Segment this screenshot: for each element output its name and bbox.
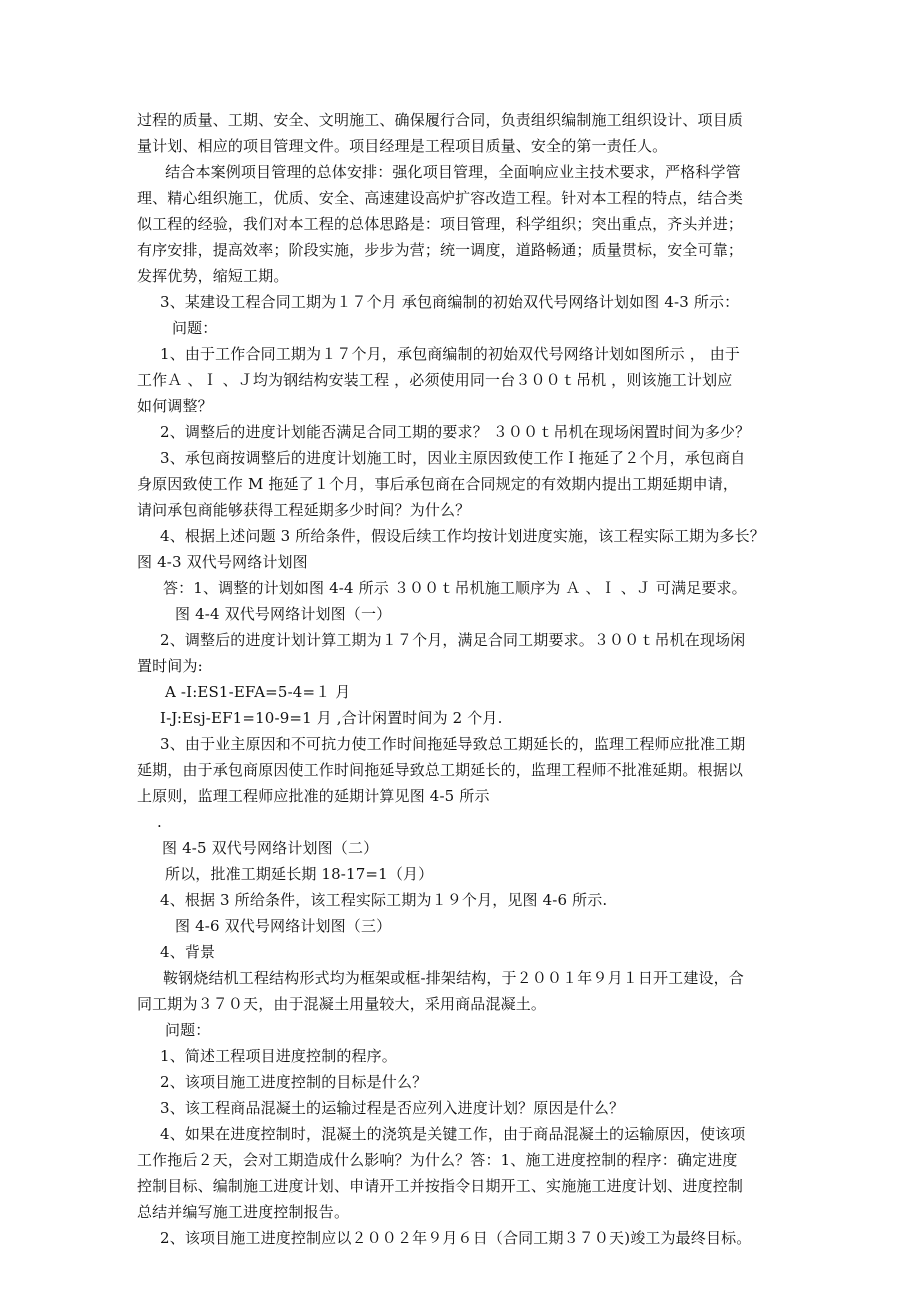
text-line: . [157,813,162,831]
text-line: 过程的质量、工期、安全、文明施工、确保履行合同，负责组织编制施工组织设计、项目质 [137,111,744,129]
text-line: 请问承包商能够获得工程延期多少时间？为什么？ [137,501,471,519]
text-line: 图 4-4 双代号网络计划图（一） [175,605,392,623]
text-line: 问题： [172,319,218,337]
text-line: 4、根据 3 所给条件，该工程实际工期为１９个月，见图 4-6 所示. [160,891,608,909]
text-line: 4、根据上述问题 3 所给条件，假设后续工作均按计划进度实施，该工程实际工期为多长？ [160,527,765,545]
text-line: 延期，由于承包商原因使工作时间拖延导致总工期延长的，监理工程师不批准延期。根据以 [137,761,744,779]
text-line: 量计划、相应的项目管理文件。项目经理是工程项目质量、安全的第一责任人。 [137,137,668,155]
text-line: 有序安排，提高效率；阶段实施，步步为营；统一调度，道路畅通；质量贯标，安全可靠； [137,241,744,259]
text-line: 身原因致使工作 M 拖延了１个月，事后承包商在合同规定的有效期内提出工期延期申请， [137,475,739,493]
text-line: 4、如果在进度控制时，混凝土的浇筑是关键工作，由于商品混凝土的运输原因，使该项 [160,1125,746,1143]
text-line: 如何调整？ [137,397,213,415]
text-line: 2、该项目施工进度控制应以２００２年９月６日（合同工期３７０天)竣工为最终目标。 [160,1229,752,1247]
text-line: 鞍钢烧结机工程结构形式均为框架或框-排架结构，于２００１年９月１日开工建设，合 [163,969,744,987]
text-line: 图 4-6 双代号网络计划图（三） [175,917,392,935]
text-line: 问题： [165,1021,211,1039]
text-line: 上原则，监理工程师应批准的延期计算见图 4-5 所示 [137,787,490,805]
text-line: 结合本案例项目管理的总体安排：强化项目管理，全面响应业主技术要求，严格科学管 [150,163,741,181]
text-line: 2、该项目施工进度控制的目标是什么？ [160,1073,428,1091]
text-line: 3、由于业主原因和不可抗力使工作时间拖延导致总工期延长的，监理工程师应批准工期 [160,735,746,753]
text-line: 1、由于工作合同工期为１７个月，承包商编制的初始双代号网络计划如图所示 ， 由于 [160,345,741,363]
text-line: 答：1、调整的计划如图 4-4 所示 ３００ｔ吊机施工顺序为 Ａ 、Ｉ 、Ｊ 可满足要求。 [163,579,747,597]
text-line: 2、调整后的进度计划能否满足合同工期的要求？ ３００ｔ吊机在现场闲置时间为多少？ [160,423,751,441]
text-line: 4、背景 [160,943,216,961]
text-line: 总结并编写施工进度控制报告。 [137,1203,350,1221]
text-line: 所以，批准工期延长期 18-17=1（月） [165,865,434,883]
text-line: 3、该工程商品混凝土的运输过程是否应列入进度计划？原因是什么？ [160,1099,625,1117]
text-line: 工作拖后２天，会对工期造成什么影响？为什么？答：1、施工进度控制的程序：确定进度 [137,1151,738,1169]
text-line: 工作Ａ 、Ｉ 、Ｊ均为钢结构安装工程 ，必须使用同一台３００ｔ吊机 ，则该施工计划应 [137,371,733,389]
text-line: 似工程的经验，我们对本工程的总体思路是：项目管理，科学组织；突出重点，齐头并进； [137,215,744,233]
text-line: I-J:Esj-EF1=10-9=1 月 ,合计闲置时间为 2 个月. [160,709,503,727]
text-line: A -I:ES1-EFA=5-4=１ 月 [165,683,351,701]
text-line: 控制目标、编制施工进度计划、申请开工并按指令日期开工、实施施工进度计划、进度控制 [137,1177,744,1195]
text-line: 图 4-3 双代号网络计划图 [137,553,308,571]
text-line: 3、承包商按调整后的进度计划施工时，因业主原因致使工作Ｉ拖延了２个月，承包商自 [160,449,746,467]
text-line: 3、某建设工程合同工期为１７个月 承包商编制的初始双代号网络计划如图 4-3 所示： [160,293,740,311]
text-line: 发挥优势，缩短工期。 [137,267,289,285]
text-line: 理、精心组织施工，优质、安全、高速建设高炉扩容改造工程。针对本工程的特点，结合类 [137,189,744,207]
text-line: 置时间为: [137,657,203,675]
text-line: 同工期为３７０天，由于混凝土用量较大，采用商品混凝土。 [137,995,547,1013]
text-line: 2、调整后的进度计划计算工期为１７个月，满足合同工期要求。３００ｔ吊机在现场闲 [160,631,746,649]
text-line: 图 4-5 双代号网络计划图（二） [162,839,379,857]
text-line: 1、简述工程项目进度控制的程序。 [160,1047,397,1065]
